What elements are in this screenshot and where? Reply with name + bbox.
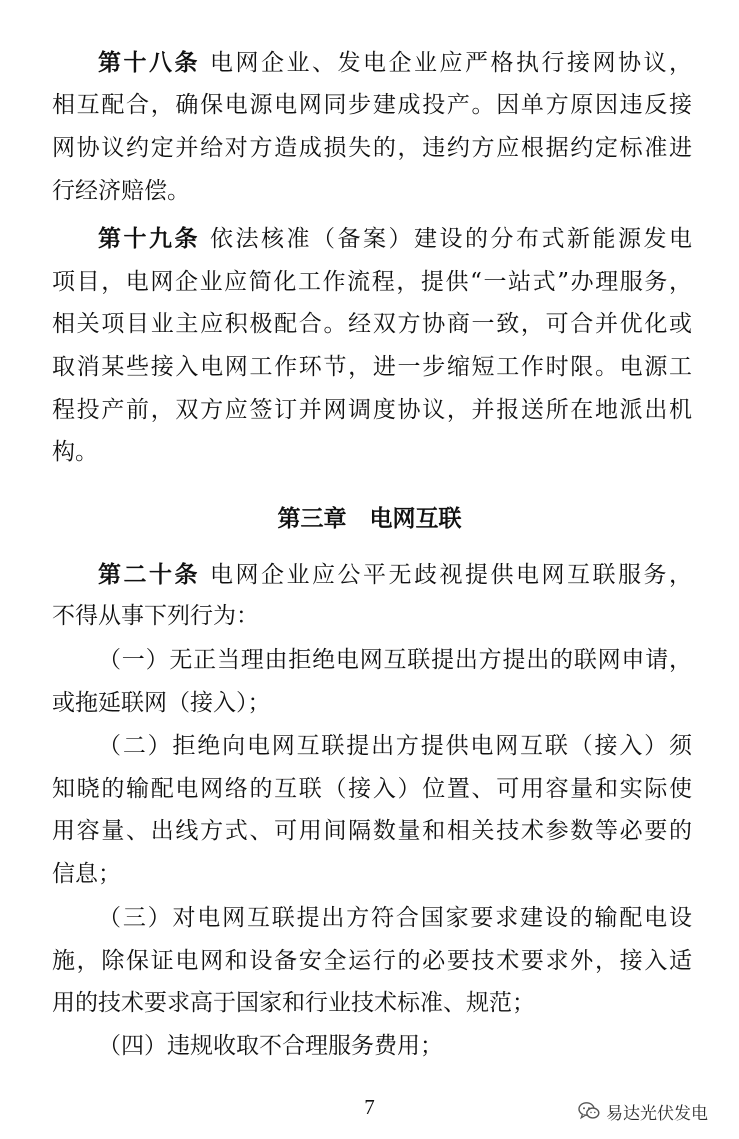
list-item-line: （三）对电网互联提出方符合国家要求建设的输配电设 [98, 905, 692, 931]
article-20-number: 第二十条 [98, 562, 200, 588]
list-item-line: 或拖延联网（接入）； [52, 690, 271, 716]
article-19-line: 相关项目业主应积极配合。经双方协商一致，可合并优化或 [52, 311, 692, 337]
article-19-line: 构。 [52, 439, 98, 465]
list-item-line: 施，除保证电网和设备安全运行的必要技术要求外，接入适 [52, 948, 692, 974]
chapter-title: 第三章 电网互联 [277, 506, 462, 532]
list-item-line: （二）拒绝向电网互联提出方提供电网互联（接入）须 [98, 733, 692, 759]
article-18-line: 网协议约定并给对方造成损失的，违约方应根据约定标准进 [52, 135, 692, 161]
article-20-line: 不得从事下列行为： [52, 603, 259, 629]
article-18-number: 第十八条 [98, 50, 200, 76]
article-19-number: 第十九条 [98, 226, 200, 252]
list-item-line: 用容量、出线方式、可用间隔数量和相关技术参数等必要的 [52, 818, 692, 844]
article-19-text: 依法核准（备案）建设的分布式新能源发电 [210, 226, 692, 252]
list-item-line: 信息； [52, 861, 121, 887]
article-19-line: 程投产前，双方应签订并网调度协议，并报送所在地派出机 [52, 397, 692, 423]
article-18-first-line [98, 48, 692, 78]
article-20-text: 电网企业应公平无歧视提供电网互联服务， [210, 562, 692, 588]
list-item-line: 知晓的输配电网络的互联（接入）位置、可用容量和实际使 [52, 776, 692, 802]
article-18-text: 电网企业、发电企业应严格执行接网协议， [210, 50, 692, 76]
article-18-line: 行经济赔偿。 [52, 178, 190, 204]
watermark-text: 易达光伏发电 [606, 1103, 708, 1124]
wechat-icon [578, 1101, 600, 1121]
list-item-line: （四）违规收取不合理服务费用； [98, 1033, 443, 1059]
article-19-first-line [98, 224, 692, 254]
article-20-first-line [98, 560, 692, 590]
article-19-line: 取消某些接入电网工作环节，进一步缩短工作时限。电源工 [52, 354, 692, 380]
article-18-line: 相互配合，确保电源电网同步建成投产。因单方原因违反接 [52, 92, 692, 118]
list-item-line: 用的技术要求高于国家和行业技术标准、规范； [52, 990, 535, 1016]
page-number: 7 [364, 1095, 375, 1119]
article-19-line: 项目，电网企业应简化工作流程，提供“一站式”办理服务， [52, 269, 692, 295]
watermark [578, 1098, 708, 1124]
list-item-line: （一）无正当理由拒绝电网互联提出方提出的联网申请， [98, 647, 692, 673]
